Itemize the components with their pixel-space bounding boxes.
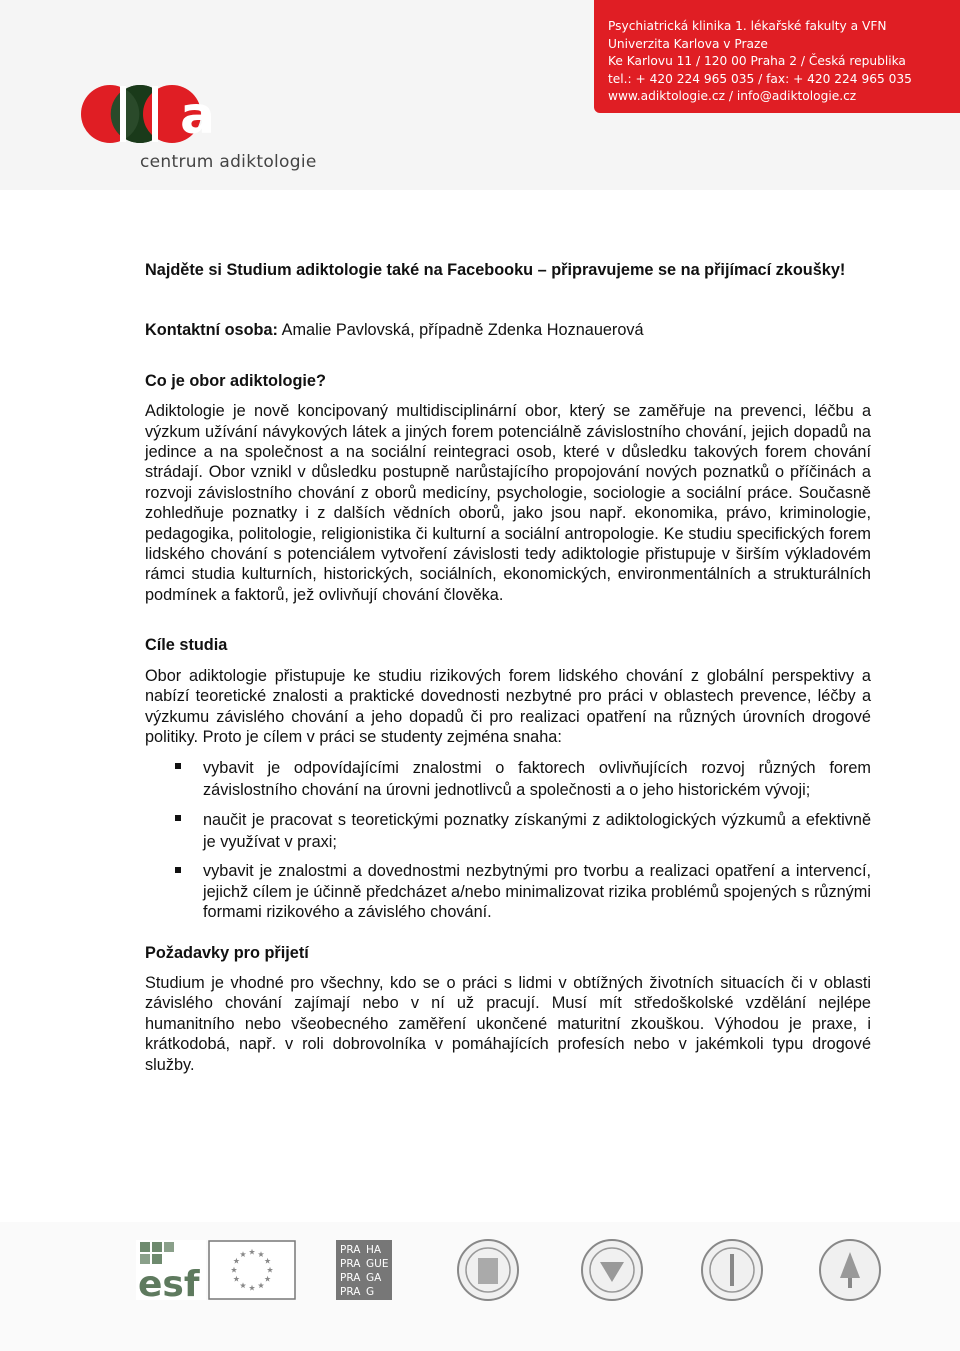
esf-text: esf — [138, 1264, 200, 1305]
q1-heading: Co je obor adiktologie? — [145, 371, 326, 390]
eu-flag — [208, 1240, 296, 1300]
main-content — [145, 260, 871, 1075]
footer-logos — [0, 1232, 960, 1312]
praha-text: PRA — [340, 1286, 361, 1298]
logo-text: centrum adiktologie — [140, 152, 317, 172]
praha-text: PRA — [340, 1244, 361, 1256]
contact-line-address: Ke Karlovu 11 / 120 00 Praha 2 / Česká republika — [608, 54, 906, 68]
requirements-heading: Požadavky pro přijetí — [145, 943, 309, 962]
tree-seal — [818, 1238, 882, 1307]
hospital-seal — [700, 1238, 764, 1307]
esf-logo — [136, 1240, 206, 1305]
esf-icon — [136, 1240, 206, 1305]
contact-line-phone: tel.: + 420 224 965 035 / fax: + 420 224 965 035 — [608, 71, 912, 86]
praha-text: PRA — [340, 1258, 361, 1270]
contact-box — [594, 0, 960, 113]
goals-list — [145, 757, 871, 922]
contact-line-institution: Psychiatrická klinika 1. lékařské fakulty a VFN — [608, 19, 887, 33]
goals-paragraph: Obor adiktologie přistupuje ke studiu rizikových forem lidského chování z globální perspektivy a nabízí teoretické znalosti a praktické dovednosti nezbytné pro práci v oblastech prevence, léčby a výzkumu závislého chování a jeho dopadů či pro realizaci opatření na různých úrovních drogové politiky. Proto je cílem v práci se studenty zejména snaha: — [145, 666, 871, 746]
contact-line-web: www.adiktologie.cz / info@adiktologie.cz — [608, 89, 857, 103]
praha-text: GA — [366, 1272, 382, 1284]
centrum-adiktologie-logo — [80, 78, 330, 178]
tree-seal-icon — [818, 1238, 882, 1302]
first-faculty-seal — [580, 1238, 644, 1307]
list-item: naučit je pracovat s teoretickými poznatky získanými z adiktologických výzkumů a efektivně je využívat v praxi; — [145, 809, 871, 853]
hospital-seal-icon — [700, 1238, 764, 1302]
list-item: vybavit je znalostmi a dovednostmi nezbytnými pro tvorbu a realizaci opatření a intervencí, jejichž cílem je účinně předcházet a/nebo minimalizovat rizika problémů spojených s různými formami rizikového a závislého chování. — [145, 861, 871, 922]
university-seal-icon — [456, 1238, 520, 1302]
logo-mark-icon — [80, 78, 216, 148]
praha-text: HA — [366, 1244, 382, 1256]
contact-value: Amalie Pavlovská, případně Zdenka Hoznauerová — [277, 321, 644, 340]
list-item: vybavit je odpovídajícími znalostmi o faktorech ovlivňujících rozvoj různých forem závislostního chování na úrovni jednotlivců a společnosti a o jeho historickém vývoji; — [145, 757, 871, 801]
praha-icon — [336, 1240, 392, 1300]
q1-paragraph: Adiktologie je nově koncipovaný multidisciplinární obor, který se zaměřuje na prevenci, léčbu a výzkum užívání návykových látek a jiných forem potenciálně závislostního chování, jejich dopadů na jedince a na společnost a na sociální reintegraci osob, které v důsledku takových forem chování strádají. Obor vznikl v důsledku postupně narůstajícího propojování nových poznatků o příčinách a rozvoji závislostního chování z oborů medicíny, psychologie, sociologie a sociální práce. Současně zohledňuje poznatky i z dalších vědních oborů, jako jsou např. ekonomika, právo, kriminologie, pedagogika, politologie, religionistika či kulturní a sociální antropologie. Ke studiu specifických forem lidského chování s potenciálem vytvoření závislosti tedy adiktologie přistupuje v širším výkladovém rámci studia kulturních, historických, sociálních, ekonomických, environmentálních a strukturálních podmínek a faktorů, jež ovlivňují chování člověka. — [145, 402, 871, 604]
praha-text: PRA — [340, 1272, 361, 1284]
eu-stars-icon — [208, 1240, 296, 1300]
faculty-seal-icon — [580, 1238, 644, 1302]
praha-text: GUE — [366, 1258, 389, 1270]
contact-line-university: Univerzita Karlova v Praze — [608, 36, 768, 51]
contact-label: Kontaktní osoba: — [145, 321, 278, 340]
facebook-intro: Najděte si Studium adiktologie také na Facebooku – připravujeme se na přijímací zkoušky! — [145, 261, 846, 279]
requirements-paragraph: Studium je vhodné pro všechny, kdo se o práci s lidmi v obtížných životních situacích či v oblasti závislého chování zajímají nebo v ní už pracují. Musí mít středoškolské vzdělání nejlépe humanitního nebo všeobecného zaměření ukončené maturitní zkouškou. Výhodou je praxe, i krátkodobá, např. v roli dobrovolníka v pomáhajících profesích nebo v jakémkoli typu drogové služby. — [145, 973, 871, 1074]
contact-person — [145, 320, 871, 340]
logo-letter: a — [180, 86, 216, 146]
praha-logo — [336, 1240, 392, 1300]
praha-text: G — [366, 1286, 375, 1298]
goals-heading: Cíle studia — [145, 636, 228, 655]
charles-university-seal — [456, 1238, 520, 1307]
